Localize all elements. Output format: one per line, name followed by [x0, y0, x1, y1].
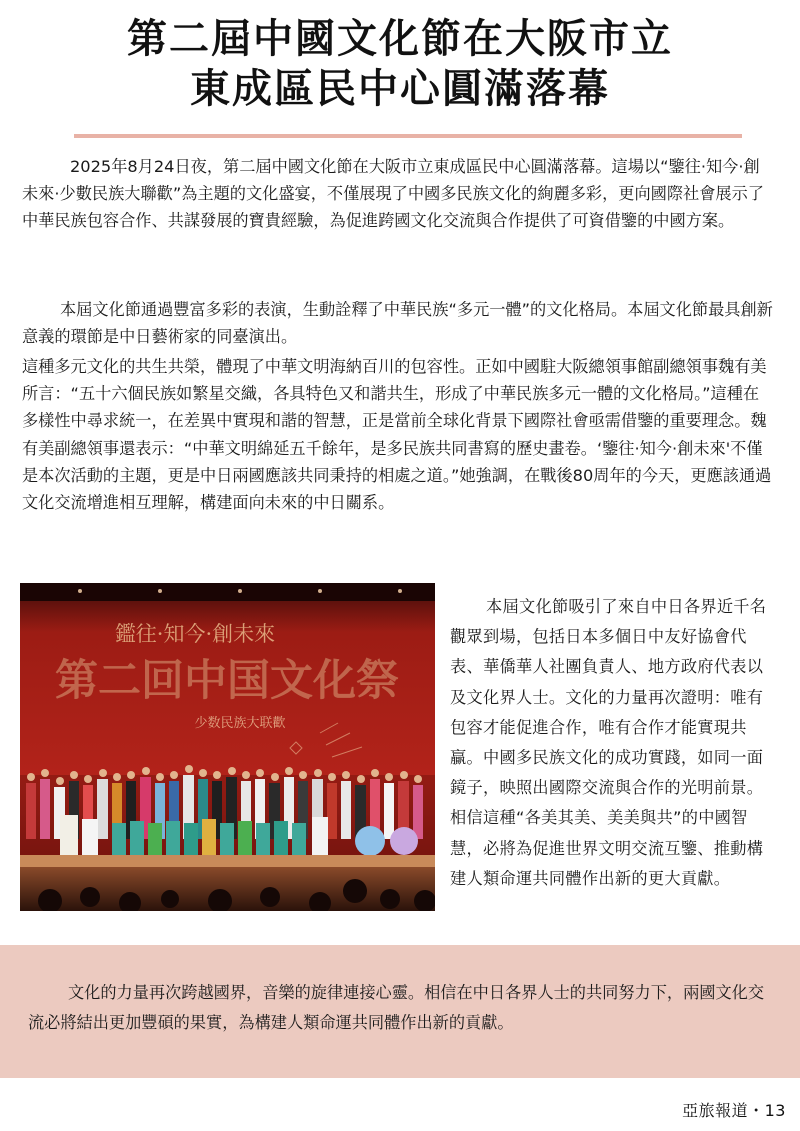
page-footer: 亞旅報道・13: [682, 1101, 786, 1120]
title-line-1: 第二屆中國文化節在大阪市立: [127, 15, 673, 62]
banner-sub-text: 少数民族大联歡: [194, 716, 286, 731]
paragraph-closing: 文化的力量再次跨越國界，音樂的旋律連接心靈。相信在中日各界人士的共同努力下，兩國文化交流必將結出更加豐碩的果實，為構建人類命運共同體作出新的貢獻。: [28, 983, 765, 1032]
article-title: [0, 14, 800, 114]
paragraph-quote: 這種多元文化的共生共榮，體現了中華文明海納百川的包容性。正如中國駐大阪總領事館副總領事魏有美所言：“五十六個民族如繁星交織，各具特色又和諧共生，形成了中華民族多元一體的文化格局。”這種在多樣性中尋求統一，在差異中實現和諧的智慧，正是當前全球化背景下國際社會亟需借鑒的重要理念。魏有美副總領事還表示：“中華文明綿延五千餘年，是多民族共同書寫的歷史畫卷。‘鑒往·知今·創未來'不僅是本次活動的主題，更是中日兩國應該共同秉持的相處之道。”她強調，在戰後80周年的今天，更應該通過文化交流增進相互理解，構建面向未來的中日關系。: [22, 357, 772, 513]
paragraph-audience: 本屆文化節吸引了來自中日各界近千名觀眾到場，包括日本多個日中友好協會代表、華僑華人社團負責人、地方政府代表以及文化界人士。文化的力量再次證明：唯有包容才能促進合作，唯有合作才能實現共贏。中國多民族文化的成功實踐，如同一面鏡子，映照出國際交流與合作的光明前景。相信這種“各美其美、美美與共”的中國智慧，必將為促進世界文明交流互鑒、推動構建人類命運共同體作出新的更大貢獻。: [450, 597, 767, 888]
event-photo: [20, 583, 435, 911]
title-divider: [74, 134, 742, 138]
title-line-2: 東成區民中心圓滿落幕: [190, 65, 610, 112]
paragraph-intro: 2025年8月24日夜，第二屆中國文化節在大阪市立東成區民中心圓滿落幕。這場以“鑒往·知今·創未來·少數民族大聯歡”為主題的文化盛宴，不僅展現了中國多民族文化的絢麗多彩，更向國際社會展示了中華民族包容合作、共謀發展的寶貴經驗，為促進跨國文化交流與合作提供了可資借鑒的中國方案。: [22, 157, 764, 231]
banner-main-text: 第二回中国文化祭: [55, 656, 399, 706]
banner-top-text: 鑑往·知今·創未來: [114, 622, 276, 646]
paragraph-performance: 本屆文化節通過豐富多彩的表演，生動詮釋了中華民族“多元一體”的文化格局。本屆文化節最具創新意義的環節是中日藝術家的同臺演出。: [22, 300, 773, 347]
